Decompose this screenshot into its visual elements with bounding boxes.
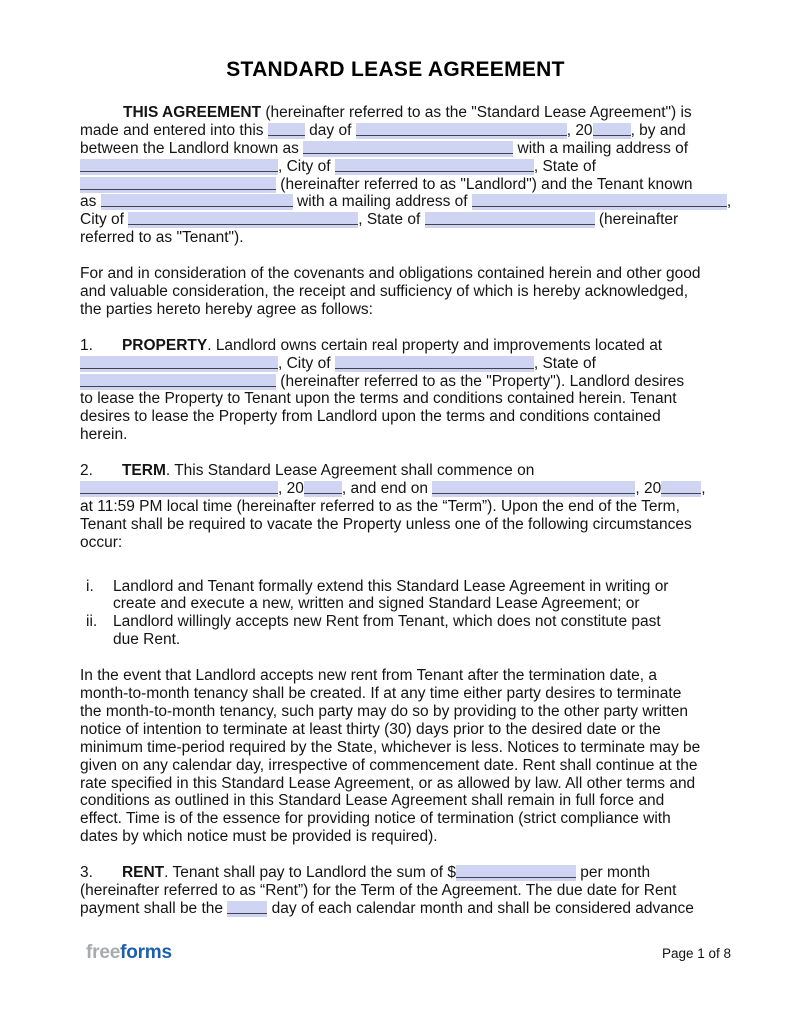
text-line [80, 792, 751, 810]
blank-field[interactable] [101, 194, 293, 210]
text-line [80, 426, 751, 444]
text-line [80, 355, 751, 373]
text-run: (hereinafter referred to as “Rent”) for the Term of the Agreement. The due date for Rent [80, 881, 677, 899]
text-line [80, 703, 751, 721]
text-run: the month-to-month tenancy, such party may do so by providing to the other party written [80, 702, 688, 720]
text-line [80, 900, 751, 918]
text-line [80, 390, 751, 408]
text-line [80, 462, 751, 480]
freeforms-logo [86, 942, 172, 964]
blank-field[interactable] [80, 356, 278, 372]
text-line [113, 578, 751, 596]
bold-text-run: PROPERTY [121, 336, 208, 354]
blank-field[interactable] [472, 194, 727, 210]
text-line [80, 882, 751, 900]
blank-field[interactable] [227, 901, 267, 917]
text-run: with a mailing address of [292, 193, 472, 211]
text-run: (hereinafter referred to as the "Standard Lease Agreement") is [261, 104, 692, 121]
logo-free-text: free [86, 942, 121, 963]
text-run: , City of [278, 157, 335, 175]
consideration-paragraph [80, 265, 751, 319]
text-line [80, 301, 751, 319]
blank-field[interactable] [303, 141, 513, 157]
term-circumstances-list [80, 578, 751, 650]
bold-text-run: TERM [121, 462, 166, 480]
text-line [80, 810, 751, 828]
text-run: City of [80, 211, 129, 229]
text-run: at 11:59 PM local time (hereinafter referred to as the “Term”). Upon the end of the Term, [80, 497, 680, 515]
tab-spacer [80, 116, 123, 117]
blank-field[interactable] [425, 212, 595, 228]
text-line [80, 158, 751, 176]
text-run: , 20 [635, 480, 662, 498]
text-run: (hereinafter referred to as the "Property"). Landlord desires [276, 372, 685, 390]
text-line [80, 176, 751, 194]
text-run: made and entered into this [80, 121, 268, 139]
text-line [80, 685, 751, 703]
page-number: Page 1 of 8 [661, 946, 731, 961]
text-run: as [80, 193, 101, 211]
text-run: herein. [80, 426, 128, 444]
text-line [80, 739, 751, 757]
text-run: Landlord willingly accepts new Rent from Tenant, which does not constitute past [113, 613, 661, 631]
text-run: notice of intention to terminate at least thirty (30) days prior to the desired date or the [80, 720, 661, 738]
document-body [80, 104, 751, 918]
document-title: STANDARD LEASE AGREEMENT [226, 58, 565, 81]
text-run: , [701, 480, 706, 498]
text-line [80, 721, 751, 739]
blank-field[interactable] [335, 159, 534, 175]
text-run: day of [304, 121, 356, 139]
text-run: desires to lease the Property from Landlord upon the terms and conditions contained [80, 408, 661, 426]
text-run: , by and [630, 121, 686, 139]
text-run: 1. [80, 336, 93, 354]
blank-field[interactable] [80, 374, 276, 390]
tab-spacer [93, 349, 122, 350]
text-run: with a mailing address of [513, 139, 689, 157]
list-marker: i. [86, 577, 94, 595]
text-run: dates by which notice must be provided is required). [80, 828, 438, 846]
logo-forms-text: forms [120, 942, 172, 963]
text-line [80, 229, 751, 247]
text-run: , 20 [278, 480, 304, 498]
text-run: payment shall be the [80, 899, 228, 917]
list-item-text [108, 613, 751, 649]
text-run: the parties hereto hereby agree as follows: [80, 300, 373, 318]
text-run: between the Landlord known as [80, 139, 304, 157]
text-run: create and execute a new, written and signed Standard Lease Agreement; or [113, 595, 640, 613]
text-line [80, 667, 751, 685]
text-run: , State of [533, 157, 596, 175]
text-run: For and in consideration of the covenants and obligations contained herein and other good [80, 265, 701, 283]
text-run: 3. [80, 864, 93, 882]
text-run: conditions as outlined in this Standard Lease Agreement shall remain in full force and [80, 792, 665, 810]
text-run: 2. [80, 462, 93, 480]
text-run: . Landlord owns certain real property and improvements located at [207, 336, 663, 354]
section-3-rent [80, 864, 751, 918]
text-line [80, 337, 751, 355]
text-run: In the event that Landlord accepts new rent from Tenant after the termination date, a [80, 667, 658, 685]
blank-field[interactable] [335, 356, 534, 372]
blank-field[interactable] [128, 212, 358, 228]
text-line [80, 408, 751, 426]
text-line [80, 140, 751, 158]
bold-text-run: RENT [121, 864, 165, 882]
text-line [80, 104, 751, 122]
blank-field[interactable] [80, 177, 276, 193]
page-footer [86, 942, 731, 964]
text-line [113, 613, 751, 631]
blank-field[interactable] [80, 481, 278, 497]
text-run: due Rent. [113, 631, 181, 649]
tab-spacer [93, 474, 122, 475]
intro-paragraph [80, 104, 751, 247]
text-run: , and end on [341, 480, 433, 498]
text-line [113, 631, 751, 649]
text-line [113, 595, 751, 613]
text-line [80, 265, 751, 283]
text-run: Tenant shall be required to vacate the Property unless one of the following circumstances [80, 515, 692, 533]
text-run: rate specified in this Standard Lease Agreement, or as allowed by law. All other terms and [80, 774, 696, 792]
text-run: (hereinafter referred to as "Landlord") and the Tenant known [276, 175, 693, 193]
text-run: Landlord and Tenant formally extend this Standard Lease Agreement in writing or [113, 577, 669, 595]
text-run: , State of [533, 354, 596, 372]
text-line [80, 122, 751, 140]
list-item-text [108, 578, 751, 614]
month-to-month-paragraph [80, 667, 751, 846]
text-run: , State of [358, 211, 425, 229]
blank-field[interactable] [593, 123, 631, 139]
text-run: to lease the Property to Tenant upon the terms and conditions contained herein. Tenant [80, 390, 677, 408]
text-run: , 20 [566, 121, 593, 139]
text-run: day of each calendar month and shall be considered advance [267, 899, 694, 917]
text-line [80, 283, 751, 301]
blank-field[interactable] [456, 865, 576, 881]
blank-field[interactable] [304, 481, 342, 497]
text-line [80, 864, 751, 882]
text-run: effect. Time is of the essence for providing notice of termination (strict compliance with [80, 810, 671, 828]
text-line [80, 498, 751, 516]
text-run: (hereinafter [594, 211, 679, 229]
section-2-term [80, 462, 751, 551]
text-run: month-to-month tenancy shall be created. If at any time either party desires to terminate [80, 685, 682, 703]
bold-text-run: THIS AGREEMENT [123, 104, 262, 121]
text-line [80, 534, 751, 552]
section-1-property [80, 337, 751, 444]
list-item [80, 613, 751, 649]
blank-field[interactable] [661, 481, 701, 497]
list-marker: ii. [86, 613, 98, 631]
text-line [80, 828, 751, 846]
blank-field[interactable] [268, 123, 305, 139]
text-run: referred to as "Tenant"). [80, 229, 244, 247]
text-run: per month [575, 864, 651, 882]
text-run: , [726, 193, 732, 211]
text-run: and valuable consideration, the receipt and sufficiency of which is hereby acknowledged, [80, 283, 689, 301]
text-run: , City of [278, 354, 335, 372]
text-line [80, 516, 751, 534]
text-line [80, 775, 751, 793]
text-line [80, 193, 751, 211]
text-run: . Tenant shall pay to Landlord the sum of $ [164, 864, 456, 882]
text-run: minimum time-period required by the State, whichever is less. Notices to terminate may be [80, 738, 701, 756]
text-run: occur: [80, 533, 123, 551]
text-run: . This Standard Lease Agreement shall commence on [165, 462, 535, 480]
text-line [80, 480, 751, 498]
blank-field[interactable] [356, 123, 567, 139]
tab-spacer [93, 876, 122, 877]
text-line [80, 211, 751, 229]
text-line [80, 373, 751, 391]
text-line [80, 757, 751, 775]
list-item [80, 578, 751, 614]
text-run: given on any calendar day, irrespective of commencement date. Rent shall continue at the [80, 756, 698, 774]
blank-field[interactable] [432, 481, 635, 497]
blank-field[interactable] [80, 159, 278, 175]
